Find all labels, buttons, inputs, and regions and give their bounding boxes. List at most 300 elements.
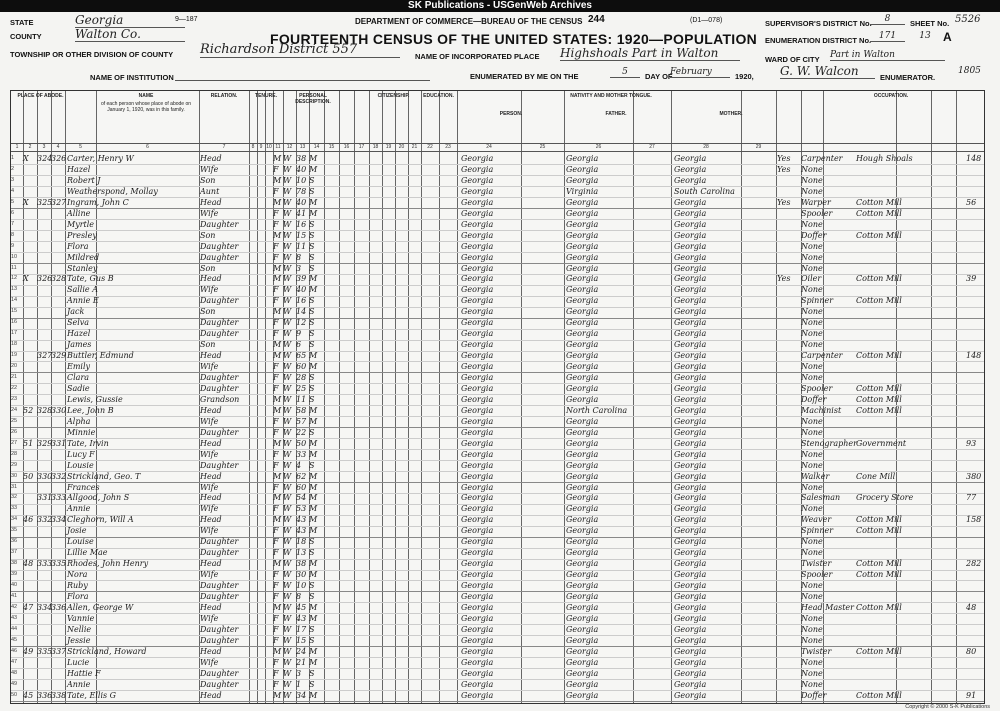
column-number: 23: [445, 144, 451, 150]
line-number: 35: [11, 527, 18, 534]
birthplace: Georgia: [461, 504, 494, 514]
occupation: Doffer: [801, 394, 827, 404]
person-name: Lee, John B: [67, 405, 114, 415]
person-name: Lillie Mae: [67, 548, 108, 558]
race: W: [283, 537, 292, 547]
birthplace: Georgia: [461, 362, 494, 372]
line-number: 15: [11, 308, 18, 315]
father-birthplace: Georgia: [566, 460, 599, 470]
occupation: None: [801, 613, 823, 623]
column-number: 7: [222, 144, 226, 150]
street-mark: 48: [23, 559, 34, 569]
birthplace: Georgia: [461, 592, 494, 601]
mother-birthplace: Georgia: [674, 449, 707, 459]
age: 14: [296, 307, 307, 317]
line-number: 48: [11, 669, 18, 676]
mother-birthplace: Georgia: [674, 635, 707, 645]
sex: F: [273, 504, 279, 514]
father-birthplace: Georgia: [566, 646, 599, 656]
marital-status: S: [309, 219, 315, 229]
marital-status: M: [309, 362, 318, 372]
relation: Head: [200, 690, 222, 700]
occupation: None: [801, 449, 823, 459]
sex: F: [273, 362, 279, 372]
form-code: 9—187: [175, 16, 198, 23]
mother-birthplace: Georgia: [674, 307, 707, 317]
sex: F: [273, 318, 279, 328]
father-birthplace: Georgia: [566, 438, 599, 448]
marital-status: S: [309, 329, 315, 339]
race: W: [283, 482, 292, 492]
street-mark: 47: [23, 602, 34, 612]
occupation: Doffer: [801, 230, 827, 240]
age: 39: [296, 274, 307, 284]
sex: F: [273, 416, 279, 426]
person-name: Weatherspond, Mollay: [67, 186, 158, 196]
race: W: [283, 318, 292, 328]
marital-status: S: [309, 340, 315, 350]
birthplace: Georgia: [461, 471, 494, 481]
age: 16: [296, 219, 307, 229]
line-number: 22: [11, 384, 18, 391]
occupation: Oiler: [801, 274, 822, 284]
relation: Daughter: [200, 427, 239, 437]
enumerated-day: 5: [610, 67, 640, 78]
father-birthplace: Georgia: [566, 679, 599, 689]
person-name: Emily: [67, 362, 91, 372]
father-birthplace: Georgia: [566, 416, 599, 426]
margin-note: 93: [966, 438, 977, 448]
sex: M: [273, 175, 282, 185]
person-name: Minnie: [67, 427, 96, 437]
margin-note: 91: [966, 690, 977, 700]
birthplace: Georgia: [461, 219, 494, 229]
age: 53: [296, 504, 307, 514]
birthplace: Georgia: [461, 482, 494, 492]
sex: F: [273, 329, 279, 339]
race: W: [283, 405, 292, 415]
family-number: 326: [51, 154, 67, 163]
industry: Cotton Mill: [856, 197, 902, 207]
age: 6: [296, 340, 302, 350]
age: 22: [296, 427, 307, 437]
marital-status: S: [309, 296, 315, 306]
birthplace: Georgia: [461, 559, 494, 569]
age: 3: [296, 668, 302, 678]
line-number: 3: [11, 176, 15, 183]
line-number: 47: [11, 658, 18, 665]
age: 65: [296, 351, 307, 361]
age: 3: [296, 263, 302, 273]
occupation: None: [801, 329, 823, 339]
birthplace: Georgia: [461, 307, 494, 317]
person-name: Robert J: [67, 175, 101, 185]
family-number: 335: [51, 559, 67, 569]
age: 58: [296, 405, 307, 415]
relation: Wife: [200, 504, 219, 514]
birthplace: Georgia: [461, 318, 494, 328]
birthplace: Georgia: [461, 383, 494, 393]
occupation: None: [801, 460, 823, 470]
race: W: [283, 296, 292, 306]
race: W: [283, 274, 292, 284]
mother-birthplace: Georgia: [674, 219, 707, 229]
incorporated-label: NAME OF INCORPORATED PLACE: [415, 52, 540, 61]
mother-birthplace: Georgia: [674, 274, 707, 284]
line-number: 43: [11, 614, 18, 621]
dwelling-number: 325: [37, 197, 53, 207]
occupation: None: [801, 307, 823, 317]
father-birthplace: Georgia: [566, 274, 599, 284]
age: 28: [296, 373, 307, 382]
person-name: Selva: [67, 318, 90, 328]
margin-note: 80: [966, 646, 977, 656]
father-birthplace: Georgia: [566, 427, 599, 437]
sex: M: [273, 307, 282, 317]
street-mark: 49: [23, 646, 34, 656]
mother-birthplace: Georgia: [674, 624, 707, 634]
occupation: Warper: [801, 197, 831, 207]
father-birthplace: Georgia: [566, 362, 599, 372]
sex: F: [273, 285, 279, 295]
industry: Cotton Mill: [856, 208, 902, 218]
dwelling-number: 329: [37, 438, 53, 448]
race: W: [283, 690, 292, 700]
mother-birthplace: Georgia: [674, 690, 707, 700]
sex: F: [273, 252, 279, 262]
father-birthplace: Georgia: [566, 164, 599, 174]
line-number: 30: [11, 472, 18, 479]
age: 11: [296, 241, 307, 251]
line-number: 33: [11, 505, 18, 512]
birthplace: Georgia: [461, 493, 494, 503]
person-name: Tate, Gus B: [67, 274, 114, 284]
race: W: [283, 307, 292, 317]
line-number: 6: [11, 209, 15, 216]
age: 15: [296, 635, 307, 645]
person-name: Myrtle: [67, 219, 95, 229]
line-number: 36: [11, 538, 18, 545]
occupation: None: [801, 416, 823, 426]
race: W: [283, 570, 292, 580]
person-name: Jack: [67, 307, 85, 317]
copyright-footer: Copyright © 2000 S-K Publications: [905, 704, 990, 710]
line-number: 13: [11, 286, 18, 293]
occupation: Twister: [801, 559, 832, 569]
relation: Wife: [200, 285, 219, 295]
county-value: Walton Co.: [75, 27, 185, 42]
relation: Daughter: [200, 592, 239, 601]
family-number: 330: [51, 405, 67, 415]
marital-status: M: [309, 416, 318, 426]
race: W: [283, 668, 292, 678]
margin-note: 148: [966, 154, 982, 163]
birthplace: Georgia: [461, 581, 494, 591]
marital-status: M: [309, 482, 318, 492]
mother-birthplace: Georgia: [674, 679, 707, 689]
age: 13: [296, 548, 307, 558]
nativity-heading: NATIVITY AND MOTHER TONGUE.: [570, 93, 652, 99]
supervisor-value: 8: [870, 14, 905, 25]
race: W: [283, 175, 292, 185]
father-heading: FATHER.: [605, 111, 627, 117]
age: 40: [296, 164, 307, 174]
line-number: 34: [11, 516, 18, 523]
line-number: 16: [11, 319, 18, 326]
age: 8: [296, 592, 302, 601]
personal-description-heading: PERSONAL DESCRIPTION.: [295, 93, 331, 105]
sex: M: [273, 351, 282, 361]
person-name: Nellie: [67, 624, 92, 634]
relation: Daughter: [200, 318, 239, 328]
birthplace: Georgia: [461, 624, 494, 634]
marital-status: S: [309, 373, 315, 382]
line-number: 28: [11, 450, 18, 457]
father-birthplace: Georgia: [566, 613, 599, 623]
marital-status: S: [309, 460, 315, 470]
family-number: 332: [51, 471, 67, 481]
column-number: 9: [259, 144, 263, 150]
person-name: Flora: [67, 592, 89, 601]
marital-status: S: [309, 427, 315, 437]
birthplace: Georgia: [461, 613, 494, 623]
column-number: 15: [328, 144, 335, 150]
marital-status: S: [309, 668, 315, 678]
birthplace: Georgia: [461, 274, 494, 284]
age: 24: [296, 646, 307, 656]
marital-status: M: [309, 559, 318, 569]
county-label: COUNTY: [10, 32, 42, 41]
occupation: None: [801, 548, 823, 558]
father-birthplace: Georgia: [566, 318, 599, 328]
marital-status: M: [309, 504, 318, 514]
person-name: Ingram, John C: [67, 197, 129, 207]
relation: Daughter: [200, 668, 239, 678]
age: 60: [296, 362, 307, 372]
race: W: [283, 526, 292, 536]
father-birthplace: Georgia: [566, 635, 599, 645]
sex: F: [273, 164, 279, 174]
occupation: None: [801, 635, 823, 645]
father-birthplace: Georgia: [566, 482, 599, 492]
sex: M: [273, 515, 282, 525]
race: W: [283, 351, 292, 361]
dwelling-number: 332: [37, 515, 53, 525]
age: 30: [296, 570, 307, 580]
dwelling-number: 331: [37, 493, 53, 503]
birthplace: Georgia: [461, 285, 494, 295]
sex: F: [273, 296, 279, 306]
occupation: None: [801, 252, 823, 262]
race: W: [283, 252, 292, 262]
sex: F: [273, 668, 279, 678]
table-row: [11, 690, 984, 702]
relation: Wife: [200, 613, 219, 623]
marital-status: S: [309, 679, 315, 689]
sex: F: [273, 537, 279, 547]
line-number: 14: [11, 297, 18, 304]
birthplace: Georgia: [461, 679, 494, 689]
mother-birthplace: Georgia: [674, 427, 707, 437]
person-name: Lewis, Gussie: [67, 394, 123, 404]
person-name: Presley: [67, 230, 97, 240]
department-heading: DEPARTMENT OF COMMERCE—BUREAU OF THE CENSUS: [355, 17, 583, 26]
street-mark: 52: [23, 405, 34, 415]
occupation: None: [801, 482, 823, 492]
mother-birthplace: Georgia: [674, 175, 707, 185]
age: 33: [296, 449, 307, 459]
family-number: 334: [51, 515, 67, 525]
mother-birthplace: Georgia: [674, 318, 707, 328]
sex: F: [273, 624, 279, 634]
relation: Head: [200, 559, 222, 569]
mother-birthplace: Georgia: [674, 548, 707, 558]
age: 1: [296, 679, 302, 689]
family-number: 329: [51, 351, 67, 361]
speaks-english: Yes: [777, 197, 791, 207]
industry: Cotton Mill: [856, 559, 902, 569]
relation: Wife: [200, 449, 219, 459]
dwelling-number: 324: [37, 154, 53, 163]
race: W: [283, 460, 292, 470]
family-number: 327: [51, 197, 67, 207]
margin-note: 77: [966, 493, 977, 503]
sex: F: [273, 592, 279, 601]
birthplace: Georgia: [461, 351, 494, 361]
relation: Son: [200, 175, 216, 185]
township-value: Richardson District 557: [200, 42, 400, 58]
sex: M: [273, 471, 282, 481]
street-mark: 46: [23, 515, 34, 525]
father-birthplace: Georgia: [566, 263, 599, 273]
relation: Daughter: [200, 373, 239, 382]
line-number: 21: [11, 374, 18, 380]
column-number: 5: [79, 144, 82, 150]
age: 12: [296, 318, 307, 328]
person-name: Cleghorn, Will A: [67, 515, 134, 525]
marital-status: S: [309, 548, 315, 558]
column-number: 6: [146, 144, 149, 150]
marital-status: M: [309, 493, 318, 503]
occupation: Walker: [801, 471, 830, 481]
sex: F: [273, 635, 279, 645]
father-birthplace: Georgia: [566, 668, 599, 678]
age: 8: [296, 252, 302, 262]
column-number: 22: [427, 144, 433, 150]
column-number: 19: [385, 144, 392, 150]
relation: Head: [200, 351, 222, 361]
race: W: [283, 186, 292, 196]
column-number: 8: [251, 144, 255, 150]
marital-status: M: [309, 285, 318, 295]
person-name: Strickland, Howard: [67, 646, 147, 656]
person-name: Strickland, Geo. T: [67, 471, 141, 481]
occupation: None: [801, 679, 823, 689]
person-name: Josie: [67, 526, 87, 536]
occupation: None: [801, 657, 823, 667]
race: W: [283, 635, 292, 645]
sex: F: [273, 219, 279, 229]
line-number: 4: [11, 187, 15, 194]
margin-note: 380: [966, 471, 982, 481]
father-birthplace: Georgia: [566, 340, 599, 350]
sex: F: [273, 383, 279, 393]
mother-birthplace: Georgia: [674, 351, 707, 361]
line-number: 40: [11, 582, 18, 589]
speaks-english: Yes: [777, 274, 791, 284]
line-number: 23: [11, 395, 18, 402]
birthplace: Georgia: [461, 197, 494, 207]
line-number: 10: [11, 253, 18, 260]
occupation: Carpenter: [801, 154, 843, 163]
line-number: 19: [11, 352, 18, 359]
family-number: 333: [51, 493, 67, 503]
occupation: None: [801, 285, 823, 295]
marital-status: M: [309, 438, 318, 448]
person-name: Flora: [67, 241, 89, 251]
line-number: 37: [11, 549, 18, 556]
relation: Wife: [200, 570, 219, 580]
occupation: Spinner: [801, 526, 834, 536]
age: 45: [296, 602, 307, 612]
marital-status: M: [309, 154, 318, 163]
industry: Cotton Mill: [856, 602, 902, 612]
line-number: 29: [11, 461, 18, 468]
relation: Daughter: [200, 679, 239, 689]
race: W: [283, 559, 292, 569]
occupation: None: [801, 504, 823, 514]
sheet-value: 13: [919, 31, 931, 41]
line-number: 7: [11, 220, 15, 227]
age: 62: [296, 471, 307, 481]
father-birthplace: Georgia: [566, 230, 599, 240]
mother-birthplace: Georgia: [674, 208, 707, 218]
line-number: 18: [11, 341, 18, 348]
person-heading: PERSON.: [499, 111, 523, 117]
family-number: 338: [51, 690, 67, 700]
sex: F: [273, 449, 279, 459]
industry: Cotton Mill: [856, 394, 902, 404]
race: W: [283, 613, 292, 623]
column-number: 12: [286, 144, 293, 150]
father-birthplace: Georgia: [566, 559, 599, 569]
line-number: 20: [11, 363, 18, 370]
age: 50: [296, 438, 307, 448]
person-name: Lousie: [67, 460, 94, 470]
age: 16: [296, 296, 307, 306]
occupation: None: [801, 362, 823, 372]
age: 43: [296, 613, 307, 623]
birthplace: Georgia: [461, 296, 494, 306]
race: W: [283, 646, 292, 656]
father-birthplace: Georgia: [566, 537, 599, 547]
birthplace: Georgia: [461, 646, 494, 656]
occupation: Machinist: [801, 405, 842, 415]
occupation: None: [801, 668, 823, 678]
race: W: [283, 362, 292, 372]
relation: Daughter: [200, 581, 239, 591]
birthplace: Georgia: [461, 657, 494, 667]
age: 18: [296, 537, 307, 547]
race: W: [283, 515, 292, 525]
margin-note: 282: [966, 559, 982, 569]
sex: M: [273, 154, 282, 163]
race: W: [283, 624, 292, 634]
race: W: [283, 416, 292, 426]
person-name: Allgood, John S: [67, 493, 130, 503]
mother-birthplace: Georgia: [674, 471, 707, 481]
relation: Daughter: [200, 296, 239, 306]
